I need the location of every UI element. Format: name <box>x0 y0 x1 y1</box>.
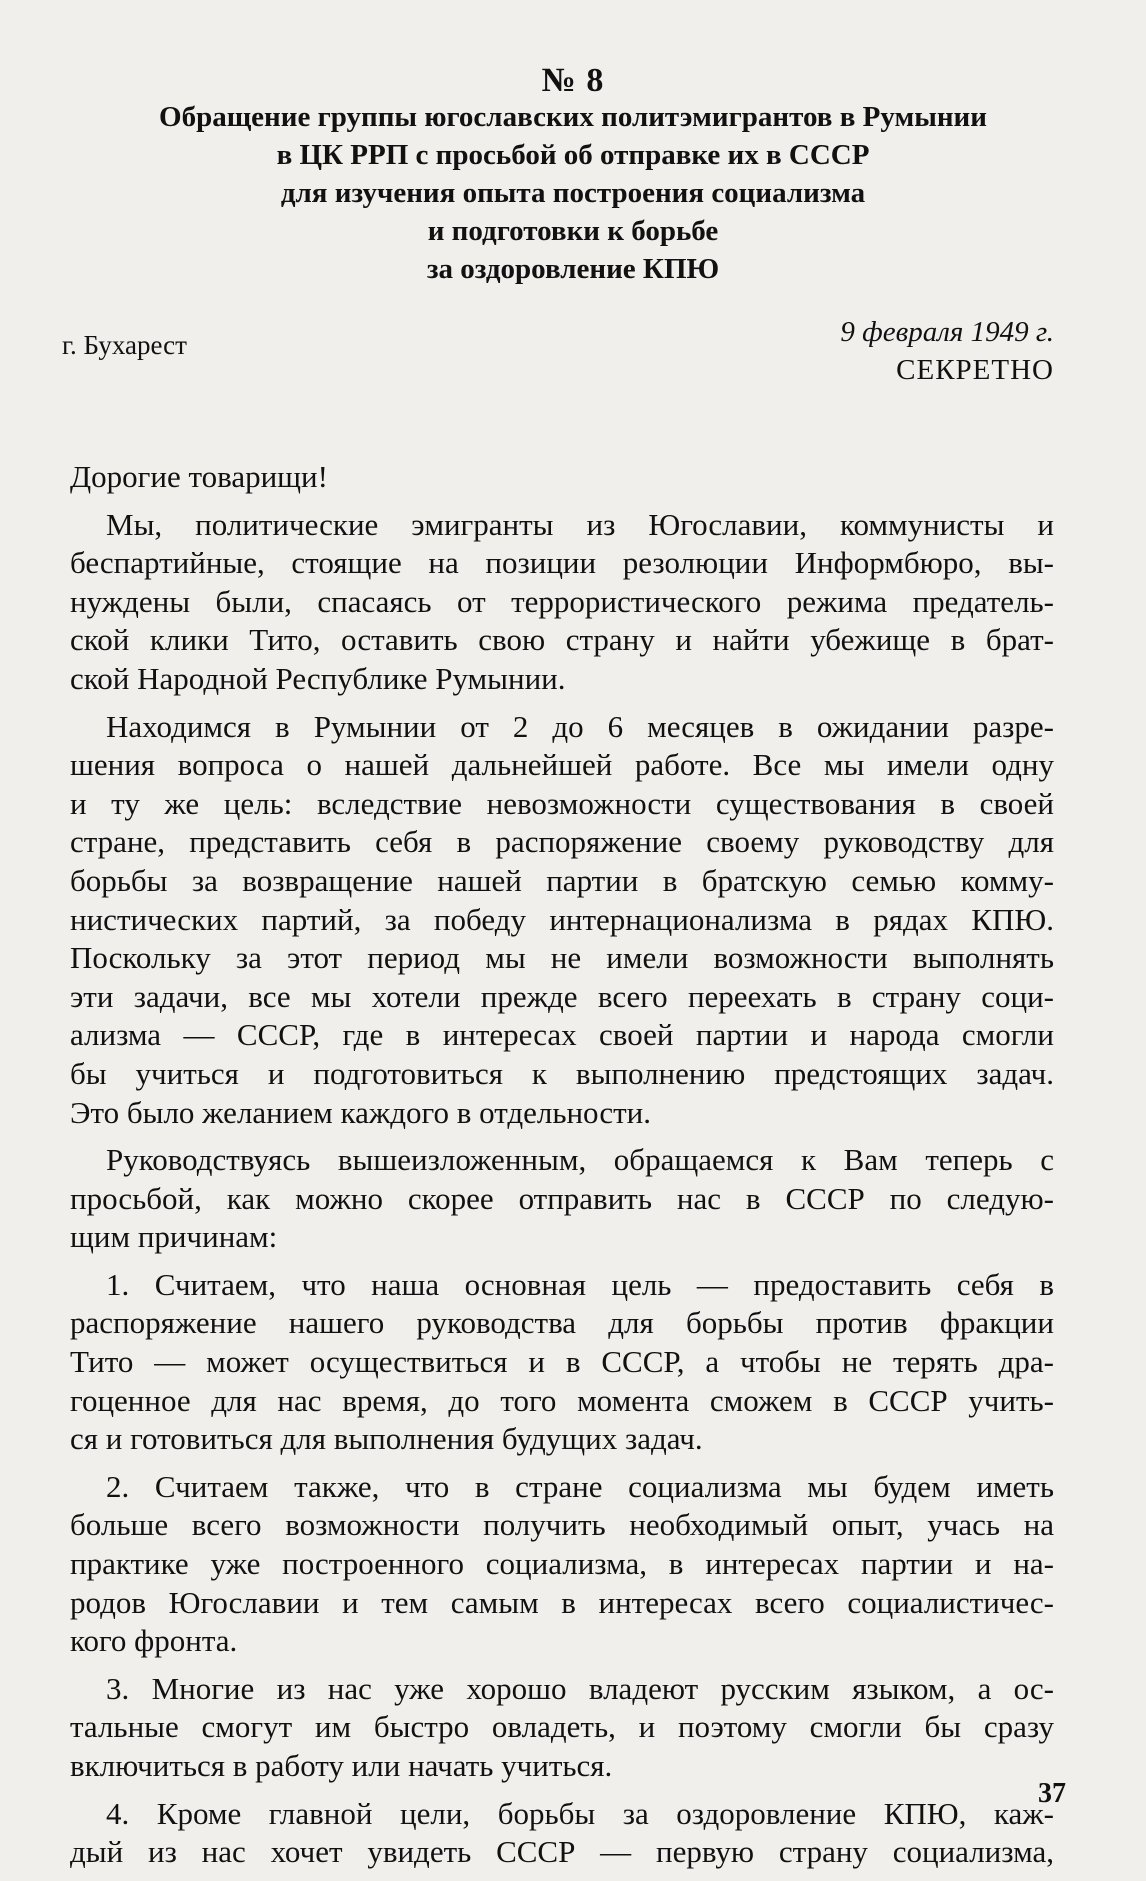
text-line: включиться в работу или начать учиться. <box>70 1748 613 1783</box>
text-line: дый из нас хочет увидеть СССР — первую страну социализма, <box>70 1834 1054 1870</box>
text-line: щим причинам: <box>70 1219 278 1255</box>
text-line: нистических партий, за победу интернационализма в рядах КПЮ. <box>70 901 1054 937</box>
paragraph-4 <box>70 1266 1054 1459</box>
paragraph-7 <box>70 1795 1054 1872</box>
document-title <box>60 98 1086 288</box>
text-line: стране, представить себя в распоряжение своему руководству для <box>70 824 1054 860</box>
paragraph-3 <box>70 1141 1054 1257</box>
text-line: нуждены были, спасаясь от террористического режима предатель- <box>70 583 1054 619</box>
text-line: ской Народной Республике Румынии. <box>70 660 566 696</box>
title-line: и подготовки к борьбе <box>427 215 719 247</box>
page-number: 37 <box>1038 1778 1066 1809</box>
text-line: и ту же цель: вследствие невозможности существования в своей <box>70 785 1054 821</box>
text-line: борьбы за возвращение нашей партии в братскую семью комму- <box>70 862 1054 898</box>
text-line: 3. Многие из нас уже хорошо владеют русским языком, а ос- <box>106 1670 1054 1706</box>
title-line: Обращение группы югославских политэмигрантов в Румынии <box>159 101 987 133</box>
document-number: № 8 <box>541 62 605 99</box>
text-line: 2. Считаем также, что в стране социализма мы будем иметь <box>106 1468 1054 1504</box>
text-line: родов Югославии и тем самым в интересах всего социалистичес- <box>70 1584 1054 1620</box>
text-line: Руководствуясь вышеизложенным, обращаемся к Вам теперь с <box>106 1142 1054 1178</box>
text-line: ализма — СССР, где в интересах своей партии и народа смогли <box>70 1017 1054 1053</box>
text-line: гоценное для нас время, до того момента сможем в СССР учить- <box>70 1382 1054 1418</box>
classification-stamp: СЕКРЕТНО <box>896 354 1054 386</box>
title-line: за оздоровление КПЮ <box>426 253 720 285</box>
text-line: кого фронта. <box>70 1623 238 1659</box>
text-line: 1. Считаем, что наша основная цель — предоставить себя в <box>106 1266 1054 1302</box>
paragraph-2 <box>70 708 1054 1133</box>
paragraph-5 <box>70 1468 1054 1661</box>
text-line: тальные смогут им быстро овладеть, и поэтому смогли бы сразу <box>70 1709 1054 1745</box>
text-line: ся и готовиться для выполнения будущих задач. <box>70 1421 703 1457</box>
title-line: для изучения опыта построения социализма <box>280 177 866 209</box>
text-line: бы учиться и подготовиться к выполнению предстоящих задач. <box>70 1055 1054 1091</box>
text-line: беспартийные, стоящие на позиции резолюции Информбюро, вы- <box>70 545 1054 581</box>
text-line: Поскольку за этот период мы не имели возможности выполнять <box>70 940 1054 976</box>
text-line: шения вопроса о нашей дальнейшей работе. Все мы имели одну <box>70 747 1054 783</box>
text-line: Мы, политические эмигранты из Югославии, коммунисты и <box>106 506 1054 542</box>
text-line: просьбой, как можно скорее отправить нас в СССР по следую- <box>70 1180 1054 1216</box>
letter-body <box>70 458 1054 1881</box>
title-line: в ЦК РРП с просьбой об отправке их в СССР <box>276 139 870 171</box>
text-line: Находимся в Румынии от 2 до 6 месяцев в ожидании разре- <box>106 708 1054 744</box>
text-line: Дорогие товарищи! <box>70 459 328 494</box>
paragraph-1 <box>70 506 1054 699</box>
salutation <box>70 458 1054 497</box>
text-line: больше всего возможности получить необходимый опыт, учась на <box>70 1507 1054 1543</box>
text-line: ской клики Тито, оставить свою страну и найти убежище в брат- <box>70 622 1054 658</box>
paragraph-6 <box>70 1670 1054 1786</box>
text-line: распоряжение нашего руководства для борьбы против фракции <box>70 1305 1054 1341</box>
text-line: Это было желанием каждого в отдельности. <box>70 1094 651 1130</box>
text-line: 4. Кроме главной цели, борьбы за оздоровление КПЮ, каж- <box>106 1795 1054 1831</box>
text-line: эти задачи, все мы хотели прежде всего переехать в страну соци- <box>70 978 1054 1014</box>
text-line: практике уже построенного социализма, в интересах партии и на- <box>70 1546 1054 1582</box>
place-of-issue: г. Бухарест <box>62 330 187 360</box>
text-line: Тито — может осуществиться и в СССР, а чтобы не терять дра- <box>70 1344 1054 1380</box>
document-date: 9 февраля 1949 г. <box>840 316 1054 348</box>
